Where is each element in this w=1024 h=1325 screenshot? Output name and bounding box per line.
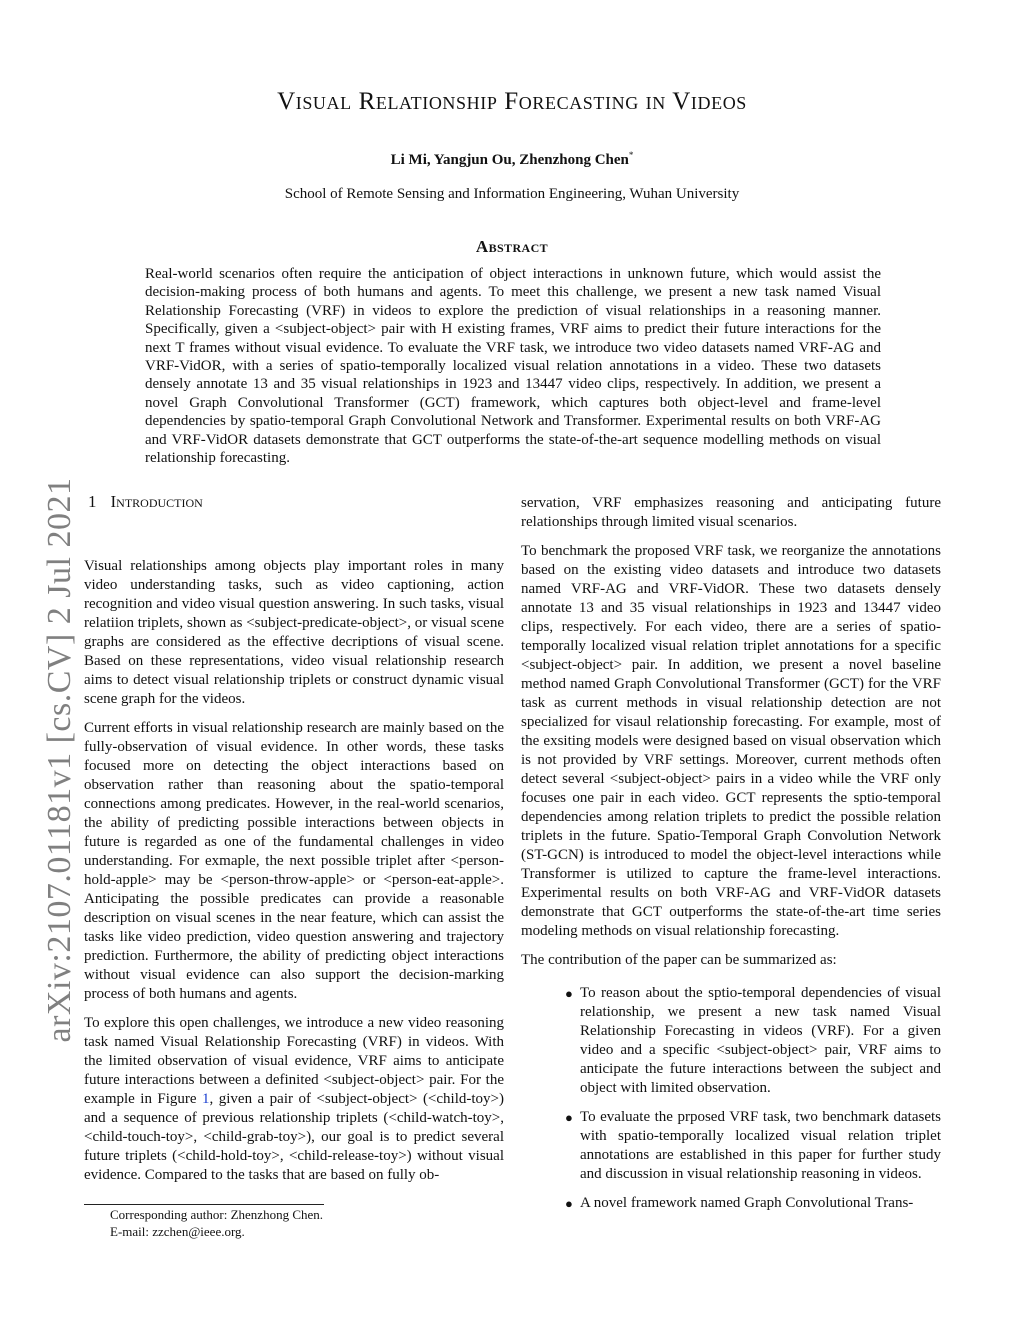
footnote	[110, 1207, 323, 1240]
bullet-icon: ●	[565, 1110, 573, 1125]
intro-paragraph-2: Current efforts in visual relationship research are mainly based on the fully-observation of visual evidence. In other words, these tasks focused more on detecting the object interactions based on observation rather than reasoning about the spatio-temporal connections among predicates. However, in the real-world scenarios, the ability of predicting possible interactions between objects in future is regarded as one of the fundamental challenges in video understanding. For exmaple, the next possible triplet after <person-hold-apple> may be <person-throw-apple> or <person-eat-apple>. Anticipating the possible predicates can provide a reasonable description on visual scenes in the near feature, which can assist the tasks like video prediction, video question answering and trajectory prediction. Furthermore, the ability of predicting object interactions without visual evidence can also support the decision-marking process of both humans and agents.	[84, 720, 504, 1002]
author-list	[0, 150, 1024, 169]
list-item-text: A novel framework named Graph Convolutional Trans-	[580, 1195, 914, 1211]
intro-p3-start: To explore this open challenges, we introduce a new video reasoning task named Visual Relationship Forecasting (VRF) in videos. With the limited observation of visual evidence, VRF aims to anticipate future interactions between a definited <subject-object> pair. For the example in Figure	[84, 1015, 504, 1107]
list-item	[521, 1108, 941, 1184]
section-heading-introduction	[88, 492, 504, 511]
abstract-heading: Abstract	[475, 237, 549, 256]
list-item-text: To evaluate the prposed VRF task, two benchmark datasets with spatio-temporally localized visual relation triplet annotations are established in this paper for further study and discussion in visual relationship reasoning in videos.	[580, 1109, 941, 1182]
corresponding-author-mark: *	[628, 150, 634, 160]
left-column	[84, 492, 504, 1195]
intro-p3-end: , given a pair of <subject-object> (<child-toy>) and a sequence of previous relationship triplets (<child-watch-toy>, <child-touch-toy>, <child-grab-toy>), our goal is to predict several future triplets (<child-hold-toy>, <child-release-toy>) without visual evidence. Compared to the tasks that are based on fully ob-	[84, 1091, 505, 1183]
author-names: Li Mi, Yangjun Ou, Zhenzhong Chen	[390, 152, 629, 168]
right-paragraph-3: The contribution of the paper can be summarized as:	[521, 952, 837, 968]
figure-1-link[interactable]: 1	[202, 1091, 210, 1107]
footnote-divider	[84, 1204, 324, 1205]
paper-title: Visual Relationship Forecasting in Videos	[277, 88, 747, 115]
abstract-text: Real-world scenarios often require the anticipation of object interactions in unknown future, which would assist the decision-making process of both humans and agents. To meet this challenge, we present a new task named Visual Relationship Forecasting (VRF) in videos to explore the prediction of visual relationships in a reasoning manner. Specifically, given a <subject-object> pair with H existing frames, VRF aims to predict their future interactions for the next T frames without visual evidence. To evaluate the VRF task, we introduce two video datasets named VRF-AG and VRF-VidOR, with a series of spatio-temporally localized visual relation annotations in a video. These two datasets densely annotate 13 and 35 visual relationships in 1923 and 13447 video clips, respectively. In addition, we present a novel Graph Convolutional Transformer (GCT) framework, which captures both object-level and frame-level dependencies by spatio-temporal Graph Convolutional Network and Transformer. Experimental results on both VRF-AG and VRF-VidOR datasets demonstrate that GCT outperforms the state-of-the-art sequence modelling methods on visual relationship forecasting.	[145, 266, 881, 467]
footnote-corresponding: Corresponding author: Zhenzhong Chen.	[110, 1207, 324, 1222]
right-paragraph-1: servation, VRF emphasizes reasoning and anticipating future relationships through limited visual scenarios.	[521, 495, 941, 530]
contribution-list	[521, 984, 941, 1213]
section-number: 1	[88, 492, 97, 511]
list-item-text: To reason about the sptio-temporal dependencies of visual relationship, we present a new task named Visual Relationship Forecasting in videos (VRF). For a given video and a specific <subject-object> pair, VRF aims to anticipate the future interactions between the subject and object with limited observation.	[580, 985, 941, 1096]
affiliation: School of Remote Sensing and Information Engineering, Wuhan University	[284, 186, 740, 202]
right-paragraph-2: To benchmark the proposed VRF task, we reorganize the annotations based on the existing video datasets and introduce two datasets named VRF-AG and VRF-VidOR. These two datasets densely annotate 13 and 35 visual relationships in 1923 and 13447 video clips, respectively. For each video, there are a series of spatio-temporally localized visual relation triplet annotations for a specific <subject-object> pair. In addition, we present a novel baseline method named Graph Convolutional Transformer (GCT) for the VRF task as current methods in visual relationship detection are not specialized for visaul relationship forecasting. For example, most of the exsiting models were designed based on visual observation which is not provided by VRF settings. Moreover, current methods often detect several <subject-object> pairs in a video while the VRF only focuses one pair in each video. GCT represents the sptio-temporal dependencies among relation triplets to predict the possible relation triplets in the future. Spatio-Temporal Graph Convolution Network (ST-GCN) is introduced to model the object-level interactions while Transformer is utilized to capture the frame-level interactions. Experimental results on both VRF-AG and VRF-VidOR datasets demonstrate that GCT outperforms the state-of-the-art time series modeling methods on visual relationship forecasting.	[521, 543, 941, 939]
right-column	[521, 494, 941, 1223]
list-item	[521, 1194, 941, 1213]
arxiv-id-text: arXiv:2107.01181v1 [cs.CV] 2 Jul 2021	[41, 477, 78, 1043]
intro-paragraph-1: Visual relationships among objects play important roles in many video understanding tasks, such as video captioning, action recognition and video visual question answering. In such tasks, visual relatiion triplets, shown as <subject-predicate-object>, or visual scene graphs are considered as the effective decriptions of visual scene. Based on these representations, video visual relationship research aims to detect visual relationship triplets or construct dynamic visual scene graph for the videos.	[84, 558, 504, 707]
footnote-email: E-mail: zzchen@ieee.org.	[110, 1223, 245, 1239]
list-item	[521, 984, 941, 1098]
section-title: Introduction	[110, 492, 203, 511]
bullet-icon: ●	[565, 986, 573, 1001]
intro-paragraph-3	[84, 1014, 504, 1185]
bullet-icon: ●	[565, 1196, 573, 1211]
